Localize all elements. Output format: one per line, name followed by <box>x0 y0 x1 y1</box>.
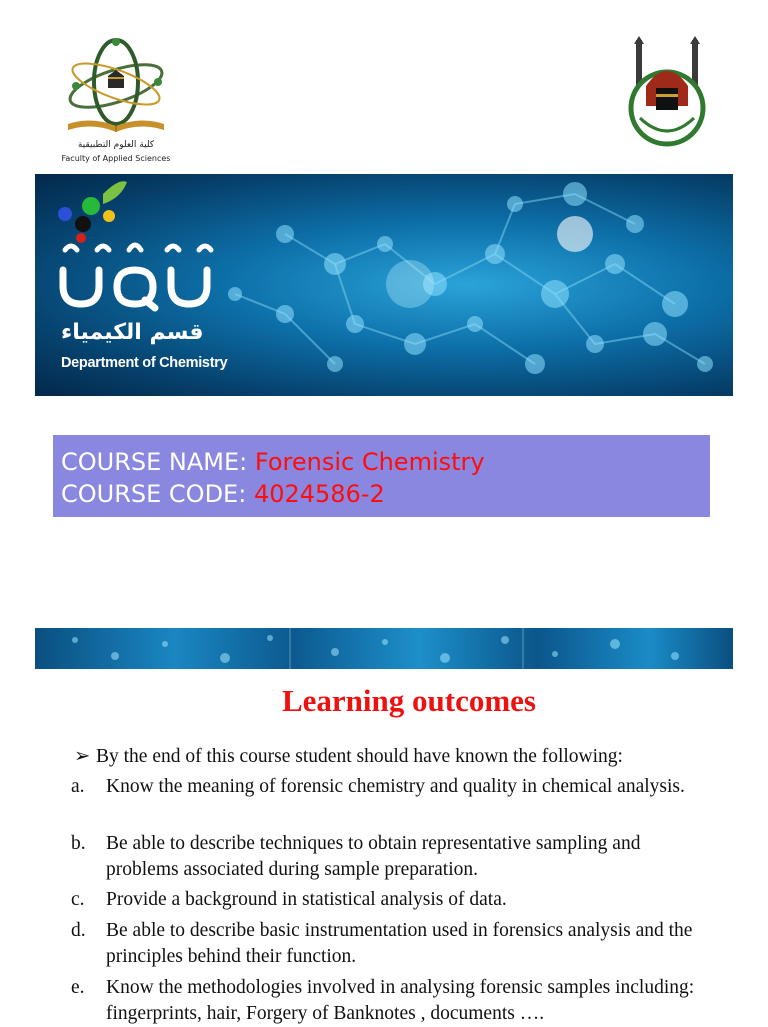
university-logo <box>626 36 708 156</box>
faculty-name-english: Faculty of Applied Sciences <box>61 154 171 163</box>
course-info-box <box>53 435 710 517</box>
course-code-line <box>61 478 710 510</box>
course-code-value: 4024586-2 <box>253 480 385 508</box>
outcome-letter: a. <box>71 776 85 797</box>
faculty-name-arabic: كلية العلوم التطبيقية <box>77 140 155 150</box>
outcome-text: Know the meaning of forensic chemistry and quality in chemical analysis. <box>106 776 685 797</box>
outcome-text: Be able to describe basic instrumentation used in forensics analysis and the principles behind their function. <box>106 920 693 967</box>
department-name-arabic: قسم الكيمياء <box>61 320 204 345</box>
university-seal-icon <box>626 36 708 156</box>
atom-book-icon <box>60 34 172 138</box>
course-code-label: COURSE CODE: <box>61 480 247 508</box>
course-name-value: Forensic Chemistry <box>254 448 485 476</box>
learning-outcomes-title: Learning outcomes <box>281 683 536 718</box>
outcome-text: Be able to describe techniques to obtain representative sampling and problems associated during sample preparation. <box>106 833 641 880</box>
outcome-letter: d. <box>71 920 86 941</box>
outcomes-intro-text: By the end of this course student should have known the following: <box>96 746 623 767</box>
faculty-logo <box>60 34 172 166</box>
decorative-strip <box>35 628 733 669</box>
department-name-english: Department of Chemistry <box>61 355 228 371</box>
course-name-label: COURSE NAME: <box>61 448 248 476</box>
arrow-bullet-icon: ➢ <box>74 746 91 767</box>
department-banner <box>35 174 733 396</box>
outcomes-intro <box>74 744 623 768</box>
outcome-letter: b. <box>71 833 86 854</box>
outcome-text: Know the methodologies involved in analysing forensic samples including: fingerprints, hair, Forgery of Banknotes , documents …. <box>106 977 695 1024</box>
outcome-letter: e. <box>71 977 85 998</box>
outcome-text: Provide a background in statistical analysis of data. <box>106 889 507 910</box>
outcome-letter: c. <box>71 889 85 910</box>
strip-bubbles <box>35 628 733 669</box>
course-name-line <box>61 446 710 478</box>
